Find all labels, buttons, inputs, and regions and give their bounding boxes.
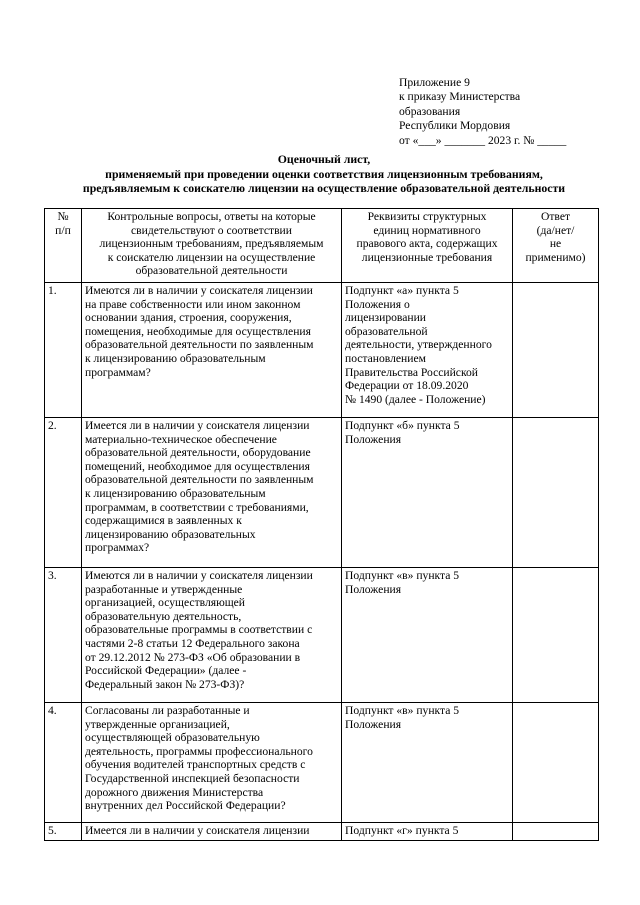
table-row: [45, 418, 599, 568]
header-requisites: Реквизиты структурных единиц нормативного правового акта, содержащих лицензионные требования: [342, 209, 513, 283]
appendix-line: образования: [399, 104, 461, 118]
title-line: применяемый при проведении оценки соответствия лицензионным требованиям,: [105, 166, 543, 181]
row-num: 2.: [45, 418, 82, 568]
appendix-block: [399, 76, 599, 148]
row-question: Имеется ли в наличии у соискателя лицензии: [82, 823, 342, 841]
appendix-line: к приказу Министерства: [399, 90, 521, 104]
row-num: 5.: [45, 823, 82, 841]
row-requisites: Подпункт «г» пункта 5: [342, 823, 513, 841]
appendix-line: Приложение 9: [399, 76, 470, 89]
table-row: [45, 568, 599, 703]
row-question: Имеются ли в наличии у соискателя лицензии на праве собственности или ином законном основании здания, строения, сооружения, помещения, необходимые для осуществления образовательной деятельности по заявленным к лицензированию образовательным программам?: [82, 283, 342, 418]
row-requisites: Подпункт «б» пункта 5 Положения: [342, 418, 513, 568]
appendix-line: Республики Мордовия: [399, 119, 511, 133]
row-question: Согласованы ли разработанные и утвержденные организацией, осуществляющей образовательную деятельность, программы профессионального обучения водителей транспортных средств с Государственной инспекцией безопасности дорожного движения Министерства внутренних дел Российской Федерации?: [82, 703, 342, 823]
header-answer: Ответ (да/нет/ не применимо): [513, 209, 599, 283]
table-header-row: [45, 209, 599, 283]
row-num: 4.: [45, 703, 82, 823]
row-question: Имеется ли в наличии у соискателя лицензии материально-техническое обеспечение образовательной деятельности, оборудование помещений, необходимое для осуществления образовательной деятельности по заявленным к лицензированию образовательным программам, в соответствии с требованиями, содержащимися в заявленных к лицензированию образовательных программах?: [82, 418, 342, 568]
row-question: Имеются ли в наличии у соискателя лицензии разработанные и утвержденные организацией, осуществляющей образовательную деятельность, образовательные программы в соответствии с частями 2-8 статьи 12 Федерального закона от 29.12.2012 № 273-ФЗ «Об образовании в Российской Федерации» (далее - Федеральный закон № 273-ФЗ)?: [82, 568, 342, 703]
row-answer[interactable]: [513, 283, 599, 418]
table-row: [45, 283, 599, 418]
title-line: предъявляемым к соискателю лицензии на осуществление образовательной деятельности: [82, 181, 566, 196]
assessment-table: [44, 208, 599, 841]
header-question: Контрольные вопросы, ответы на которые свидетельствуют о соответствии лицензионным требованиям, предъявляемым к соискателю лицензии на осуществление образовательной деятельности: [82, 209, 342, 283]
row-requisites: Подпункт «а» пункта 5 Положения о лицензировании образовательной деятельности, утвержденного постановлением Правительства Российской Федерации от 18.09.2020 № 1490 (далее - Положение): [342, 283, 513, 418]
row-requisites: Подпункт «в» пункта 5 Положения: [342, 568, 513, 703]
row-num: 1.: [45, 283, 82, 418]
appendix-line: от «___» _______ 2023 г. № _____: [399, 133, 567, 147]
title-line: Оценочный лист,: [277, 152, 371, 166]
row-requisites: Подпункт «в» пункта 5 Положения: [342, 703, 513, 823]
row-answer[interactable]: [513, 703, 599, 823]
row-answer[interactable]: [513, 418, 599, 568]
table-row: [45, 823, 599, 841]
document-title: [44, 152, 604, 196]
row-answer[interactable]: [513, 568, 599, 703]
row-answer[interactable]: [513, 823, 599, 841]
row-num: 3.: [45, 568, 82, 703]
header-num: № п/п: [45, 209, 82, 283]
table-row: [45, 703, 599, 823]
